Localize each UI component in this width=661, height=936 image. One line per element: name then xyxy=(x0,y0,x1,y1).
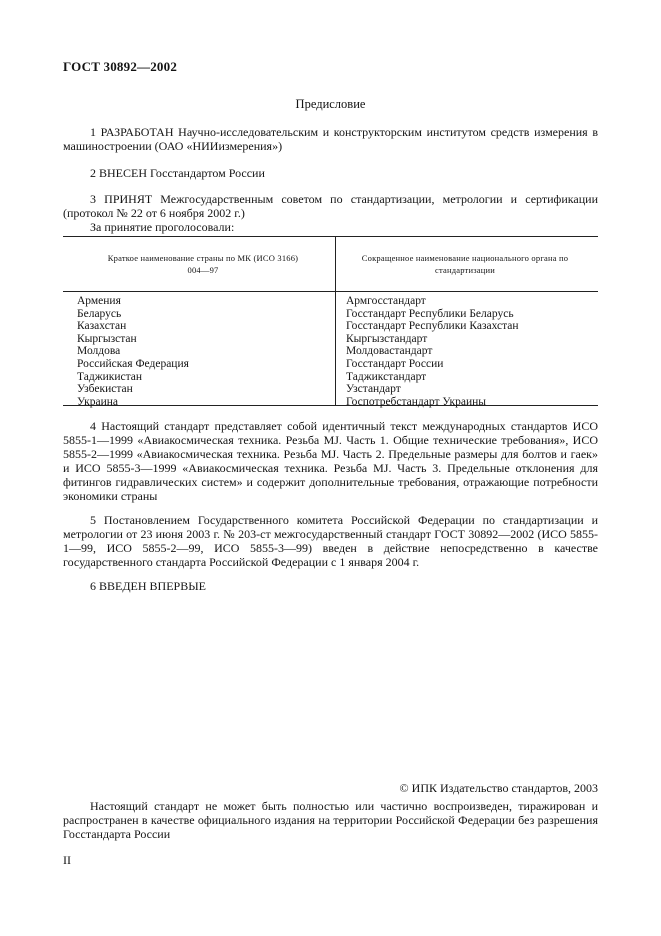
copyright-notice: © ИПК Издательство стандартов, 2003 xyxy=(399,781,598,795)
table-row-standards-body: Госстандарт Республики Беларусь xyxy=(346,307,514,320)
item-3-text: 3 ПРИНЯТ Межгосударственным советом по стандартизации, метрологии и сертификации (протокол № 22 от 6 ноября 2002 г.) xyxy=(63,192,598,220)
table-row-standards-body: Таджикстандарт xyxy=(346,370,427,383)
table-column-divider xyxy=(335,236,336,406)
table-row-country: Кыргызстан xyxy=(77,332,137,345)
table-header-standards-body: Сокращенное наименование национального органа по стандартизации xyxy=(361,253,569,275)
item-6-text: 6 ВВЕДЕН ВПЕРВЫЕ xyxy=(90,579,206,593)
reproduction-notice xyxy=(63,799,598,841)
table-header-country: Краткое наименование страны по МК (ИСО 3166) 004—97 xyxy=(107,253,299,275)
table-row-standards-body: Молдовастандарт xyxy=(346,345,433,358)
table-row-country: Таджикистан xyxy=(77,370,143,383)
table-row-standards-body: Госстандарт России xyxy=(346,357,444,370)
item-1-text: 1 РАЗРАБОТАН Научно-исследовательским и конструкторским институтом средств измерения в машиностроении (ОАО «НИИизмерения») xyxy=(63,125,598,153)
item-2-introduced-by xyxy=(63,167,598,181)
table-row-country: Российская Федерация xyxy=(77,357,189,370)
item-3-adopted-by xyxy=(63,193,598,235)
table-row-standards-body: Узстандарт xyxy=(346,383,401,396)
document-header-code: ГОСТ 30892—2002 xyxy=(63,59,178,74)
table-row-country: Украина xyxy=(77,395,118,408)
item-3-voted-label: За принятие проголосовали: xyxy=(90,219,235,234)
item-2-text: 2 ВНЕСЕН Госстандартом России xyxy=(90,166,265,180)
page-number: II xyxy=(63,853,71,867)
table-row-country: Молдова xyxy=(77,345,121,358)
table-row-country: Узбекистан xyxy=(77,383,133,396)
table-row-country: Казахстан xyxy=(77,320,127,333)
voting-countries-table xyxy=(63,236,598,406)
reproduction-notice-text: Настоящий стандарт не может быть полностью или частично воспроизведен, тиражирован и распространен в качестве официального издания на территории Российской Федерации без разрешения Госстандарта России xyxy=(63,799,598,841)
item-6-first-introduced xyxy=(63,580,598,594)
item-5-decree xyxy=(63,514,598,570)
table-row-standards-body: Госпотребстандарт Украины xyxy=(346,395,486,408)
item-4-text: 4 Настоящий стандарт представляет собой идентичный текст международных стандартов ИСО 5855-1—1999 «Авиакосмическая техника. Резьба MJ. Часть 1. Общие технические требования», ИСО 5855-2—1999 «Авиакосмическая техника. Резьба MJ. Часть 2. Предельные размеры для болтов и гаек» и ИСО 5855-3—1999 «Авиакосмическая техника. Резьба MJ. Часть 3. Предельные отклонения для фитингов гидравлических систем» и содержит дополнительные требования, отражающие потребности экономики страны xyxy=(63,419,598,503)
item-4-identical-standards xyxy=(63,420,598,503)
table-row-standards-body: Госстандарт Республики Казахстан xyxy=(346,320,519,333)
table-header-rule xyxy=(63,291,598,292)
table-top-rule xyxy=(63,236,598,237)
standards-body-column xyxy=(346,295,519,408)
country-column xyxy=(77,295,189,408)
table-row-country: Беларусь xyxy=(77,307,122,320)
table-row-standards-body: Армгосстандарт xyxy=(346,295,426,307)
preface-title: Предисловие xyxy=(295,97,366,111)
table-row-standards-body: Кыргызстандарт xyxy=(346,332,428,345)
item-1-developed-by xyxy=(63,126,598,154)
table-row-country: Армения xyxy=(77,295,121,307)
item-5-text: 5 Постановлением Государственного комитета Российской Федерации по стандартизации и метрологии от 23 июня 2003 г. № 203-ст межгосударственный стандарт ГОСТ 30892—2002 (ИСО 5855-1—99, ИСО 5855-2—99, ИСО 5855-3—99) введен в действие непосредственно в качестве государственного стандарта Российской Федерации с 1 января 2004 г. xyxy=(63,513,598,569)
